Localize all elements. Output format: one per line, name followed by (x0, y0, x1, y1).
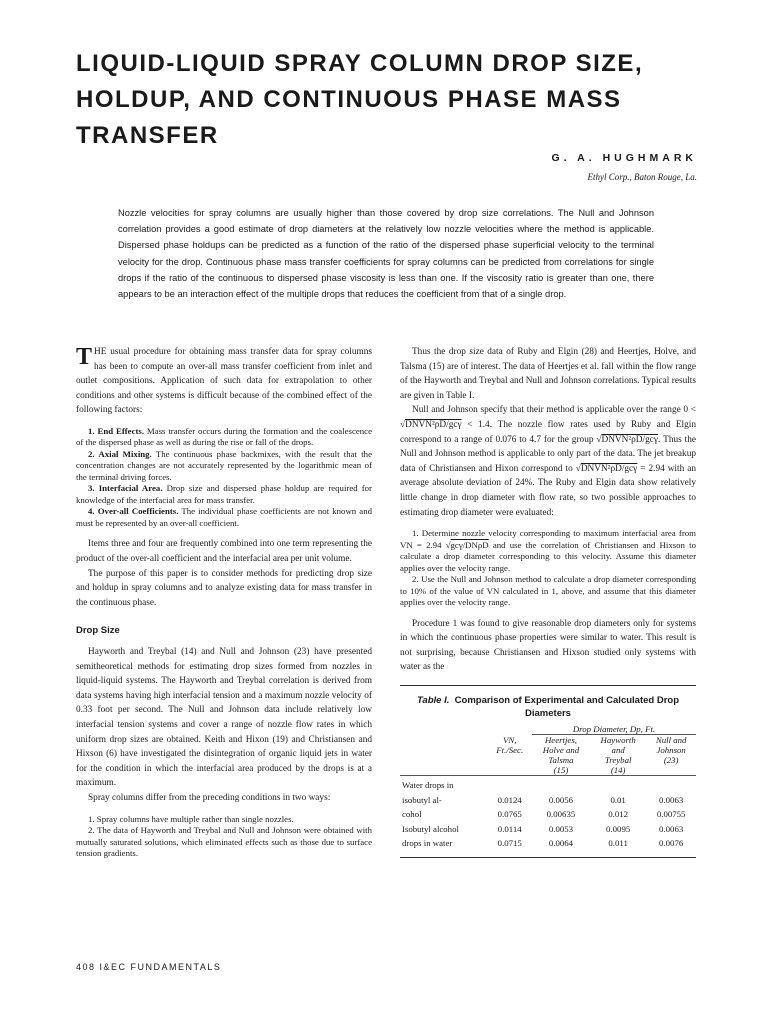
table-cell: 0.0715 (497, 838, 522, 849)
body-paragraph: The purpose of this paper is to consider methods for predicting drop size and holdup in spray columns and to analyze existing data for mass transfer in the continuous phase. (76, 568, 372, 608)
table-cell: 0.011 (608, 838, 628, 849)
table-cell: 0.0056 (548, 794, 574, 805)
factor-item: 2. Axial Mixing. The continuous phase backmixes, with the result that the concentration changes are not accurately represented by the logarithmic mean of the terminal driving forces. (76, 448, 372, 482)
table-cell: 0.0124 (497, 794, 522, 805)
table-cell: 0.0095 (606, 823, 631, 834)
left-column (76, 345, 372, 860)
row-label: drops in water (402, 838, 453, 849)
factor-item: 1. End Effects. Mass transfer occurs during the formation and the coalescence of the dispersed phase as well as during the rise or fall of the drops. (76, 425, 372, 448)
table-bottom-rule (400, 857, 696, 858)
header-null-johnson: Null and Johnson (23) (655, 735, 687, 765)
table-cell: 0.012 (608, 809, 629, 820)
factor-item: 3. Interfacial Area. Drop size and dispersed phase holdup are required for knowledge of the interfacial area for mass transfer. (76, 483, 372, 505)
table-cell: 0.00635 (546, 809, 576, 820)
row-label: isobutyl al- (402, 794, 442, 805)
table-cell (646, 778, 696, 793)
drop-cap: T (76, 344, 93, 370)
table-cell: 0.0765 (497, 809, 522, 820)
table-cell (488, 778, 532, 793)
body-paragraph: Items three and four are frequently combined into one term representing the product of the over-all coefficient and the interfacial area per unit volume. (76, 539, 372, 565)
section-heading: Drop Size (76, 625, 120, 637)
table-cell: 0.0053 (548, 823, 574, 834)
table-cell (532, 778, 590, 793)
table-top-rule (400, 685, 696, 686)
method-item: 2. Use the Null and Johnson method to calculate a drop diameter corresponding to 10% of the value of VN calculated in 1, above, and assume that this diameter applies over the velocity range. (400, 574, 696, 608)
table-row (400, 836, 696, 851)
table-row (400, 778, 696, 793)
table-cell: 0.0063 (659, 794, 684, 805)
body-paragraph: Hayworth and Treybal (14) and Null and Johnson (23) have presented semitheoretical methods for estimating drop sizes formed from nozzles in liquid-liquid systems. The Hayworth and Treybal correlation is derived from data systems having high interfacial tension and a maximum nozzle velocity of 0.33 foot per second. The Null and Johnson data include relatively low interfacial tension systems and cover a range of nozzle flow rates in which uniform drop sizes are obtained. Keith and Hixon (19) and Christiansen and Hixson (6) have investigated the disintegration of organic liquid jets in water for the condition in which the interfacial area produced by the drops is at a maximum. (76, 647, 372, 789)
table-row (400, 822, 696, 837)
body-paragraph: Spray columns differ from the preceding conditions in two ways: (88, 792, 331, 803)
row-label: Water drops in (402, 780, 454, 790)
right-column (400, 345, 696, 864)
table-cell: 0.01 (610, 794, 626, 805)
ways-item: 2. The data of Hayworth and Treybal and Null and Johnson were obtained with mutually saturated solutions, which eliminated effects such as those due to surface tension gradients. (76, 825, 372, 859)
author-block (552, 152, 697, 182)
factor-item: 4. Over-all Coefficients. The individual phase coefficients are not known and must be represented by an over-all coefficient. (76, 506, 373, 528)
row-label: Isobutyl alcohol (402, 823, 459, 834)
table-row (400, 807, 696, 822)
data-table (400, 724, 696, 851)
abstract: Nozzle velocities for spray columns are usually higher than those covered by drop size correlations. The Null and Johnson correlation provides a good estimate of drop diameters at the relatively low nozzle velocities where the method is applicable. Dispersed phase holdups can be predicted as a function of the ratio of the dispersed phase superficial velocity to the terminal velocity for the drop. Continuous phase mass transfer coefficients for spray columns can be predicted from correlations for single drops if the ratio of the continuous to dispersed phase viscosity is less than one. If the viscosity ratio is greater than one, there appears to be an interaction effect of the multiple drops that reduces the coefficient from that of a single drop. (118, 208, 654, 300)
body-paragraph: Procedure 1 was found to give reasonable drop diameters only for systems in which the continuous phase properties were similar to water. This result is not surprising, because Christiansen and Hixson studied only systems with water as the (400, 618, 696, 673)
table-header-row (400, 735, 696, 776)
factor-list (76, 426, 372, 530)
span-header: Drop Diameter, Dp, Ft. (532, 724, 696, 735)
table-cell: 0.0064 (548, 838, 574, 849)
table-cell: 0.00755 (656, 809, 686, 820)
article-title: LIQUID-LIQUID SPRAY COLUMN DROP SIZE, HOLDUP, AND CONTINUOUS PHASE MASS TRANSFER (76, 50, 644, 149)
header-vn: VN, Ft./Sec. (496, 734, 524, 755)
row-label: cohol (402, 809, 422, 820)
method-item: 1. Determine nozzle velocity corresponding to maximum interfacial area from VN = 2.94 √gcγ/DNρD and use the correlation of Christiansen and Hixson to calculate a drop diameter corresponding to this velocity. Assume this diameter applies over the velocity range. (400, 528, 696, 573)
table-cell: 0.0114 (497, 823, 522, 834)
page-footer: 408 I&EC FUNDAMENTALS (76, 962, 222, 972)
table-cell: 0.0076 (659, 838, 684, 849)
intro-paragraph: THE usual procedure for obtaining mass transfer data for spray columns has been to compute an over-all mass transfer coefficient from inlet and outlet compositions. Application of such data for extrapolation to other conditions and other systems is difficult because of the combined effect of the following factors: (76, 344, 372, 416)
author-name: G. A. HUGHMARK (551, 152, 697, 164)
method-list (400, 528, 696, 609)
body-paragraph: Null and Johnson specify that their method is applicable over the range 0 < √DNVN²ρD/gcγ < 1.4. The nozzle flow rates used by Ruby and Elgin correspond to a range of 0.076 to 4.7 for the group √DNVN²ρD/gcγ. Thus the Null and Johnson method is applicable to only part of the data. The jet breakup data of Christiansen and Hixon correspond to √DNVN²ρD/gcγ = 2.94 with an average absolute deviation of 24%. The Ruby and Elgin data show relatively little change in drop diameter with flow rate, so two possible approaches to estimating drop diameter were evaluated: (400, 405, 696, 518)
table-cell (590, 778, 646, 793)
ways-list (76, 814, 372, 860)
table-cell: 0.0063 (659, 823, 684, 834)
ways-item: 1. Spray columns have multiple rather than single nozzles. (88, 813, 294, 824)
header-hayworth: Hayworth and Treybal (14) (600, 735, 636, 775)
header-heertjes: Heertjes, Holve and Talsma (15) (542, 735, 580, 775)
table-title: Table I. Comparison of Experimental and Calculated Drop Diameters (416, 695, 680, 719)
body-paragraph: Thus the drop size data of Ruby and Elgin (28) and Heertjes, Holve, and Talsma (15) are of interest. The data of Heertjes et al. fall within the flow range of the Hayworth and Treybal and Null and Johnson correlations. Typical results are given in Table I. (400, 347, 696, 401)
author-affiliation: Ethyl Corp., Baton Rouge, La. (587, 172, 697, 182)
table-row (400, 793, 696, 808)
